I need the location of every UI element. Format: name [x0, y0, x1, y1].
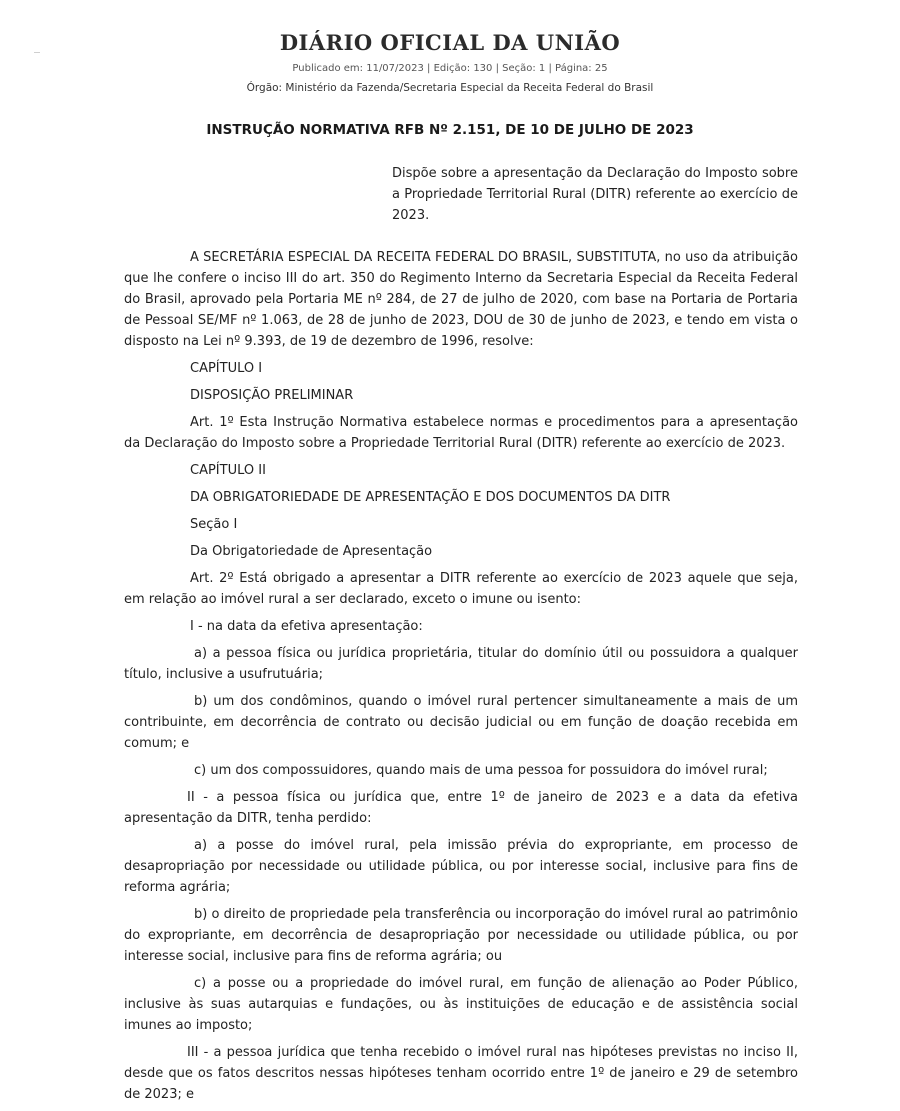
orgao-line: Órgão: Ministério da Fazenda/Secretaria Especial da Receita Federal do Brasil: [246, 82, 654, 94]
document-title: INSTRUÇÃO NORMATIVA RFB Nº 2.151, DE 10 DE JULHO DE 2023: [206, 122, 694, 138]
alinea-paragraph: a) a pessoa física ou jurídica proprietária, titular do domínio útil ou possuidora a qualquer título, inclusive a usufrutuária;: [124, 646, 798, 682]
section-heading: Seção I: [190, 517, 238, 532]
article-paragraph: Art. 2º Está obrigado a apresentar a DITR referente ao exercício de 2023 aquele que seja, em relação ao imóvel rural a ser declarado, exceto o imune ou isento:: [124, 571, 798, 607]
preamble-paragraph: A SECRETÁRIA ESPECIAL DA RECEITA FEDERAL DO BRASIL, SUBSTITUTA, no uso da atribuição que lhe confere o inciso III do art. 350 do Regimento Interno da Secretaria Especial da Receita Federal do Brasil, aprovado pela Portaria ME nº 284, de 27 de julho de 2020, com base na Portaria de Portaria de Pessoal SE/MF nº 1.063, de 28 de junho de 2023, DOU de 30 de junho de 2023, e tendo em vista o disposto na Lei nº 9.393, de 19 de dezembro de 1996, resolve:: [124, 250, 798, 349]
inciso-paragraph: I - na data da efetiva apresentação:: [190, 619, 423, 634]
alinea-paragraph: b) o direito de propriedade pela transferência ou incorporação do imóvel rural ao patrimônio do expropriante, em decorrência de desapropriação por necessidade ou utilidade pública, ou por interesse social, inclusive para fins de reforma agrária; ou: [124, 907, 798, 964]
inciso-paragraph: III - a pessoa jurídica que tenha recebido o imóvel rural nas hipóteses previstas no inciso II, desde que os fatos descritos nessas hipóteses tenham ocorrido entre 1º de janeiro e 29 de setembro de 2023; e: [124, 1045, 798, 1102]
ementa: Dispõe sobre a apresentação da Declaração do Imposto sobre a Propriedade Territorial Rural (DITR) referente ao exercício de 2023.: [392, 166, 798, 223]
chapter-title: DISPOSIÇÃO PRELIMINAR: [190, 388, 354, 403]
section-title: Da Obrigatoriedade de Apresentação: [190, 544, 433, 559]
alinea-paragraph: a) a posse do imóvel rural, pela imissão prévia do expropriante, em processo de desapropriação por necessidade ou utilidade pública, ou por interesse social, inclusive para fins de reforma agrária;: [124, 838, 798, 895]
alinea-paragraph: c) um dos compossuidores, quando mais de uma pessoa for possuidora do imóvel rural;: [194, 763, 768, 778]
masthead-title: DIÁRIO OFICIAL DA UNIÃO: [279, 30, 621, 55]
chapter-title: DA OBRIGATORIEDADE DE APRESENTAÇÃO E DOS DOCUMENTOS DA DITR: [190, 490, 671, 505]
alinea-paragraph: b) um dos condôminos, quando o imóvel rural pertencer simultaneamente a mais de um contribuinte, em decorrência de contrato ou decisão judicial ou em função de doação recebida em comum; e: [124, 694, 798, 751]
inciso-paragraph: II - a pessoa física ou jurídica que, entre 1º de janeiro de 2023 e a data da efetiva apresentação da DITR, tenha perdido:: [124, 790, 798, 826]
chapter-heading: CAPÍTULO I: [190, 361, 263, 376]
document-body: [124, 247, 798, 1111]
chapter-heading: CAPÍTULO II: [190, 463, 266, 478]
publication-meta: Publicado em: 11/07/2023 | Edição: 130 | Seção: 1 | Página: 25: [292, 63, 608, 74]
article-paragraph: Art. 1º Esta Instrução Normativa estabelece normas e procedimentos para a apresentação da Declaração do Imposto sobre a Propriedade Territorial Rural (DITR) referente ao exercício de 2023.: [124, 415, 798, 451]
alinea-paragraph: c) a posse ou a propriedade do imóvel rural, em função de alienação ao Poder Público, inclusive às suas autarquias e fundações, ou às instituições de educação e de assistência social imunes ao imposto;: [124, 976, 798, 1033]
